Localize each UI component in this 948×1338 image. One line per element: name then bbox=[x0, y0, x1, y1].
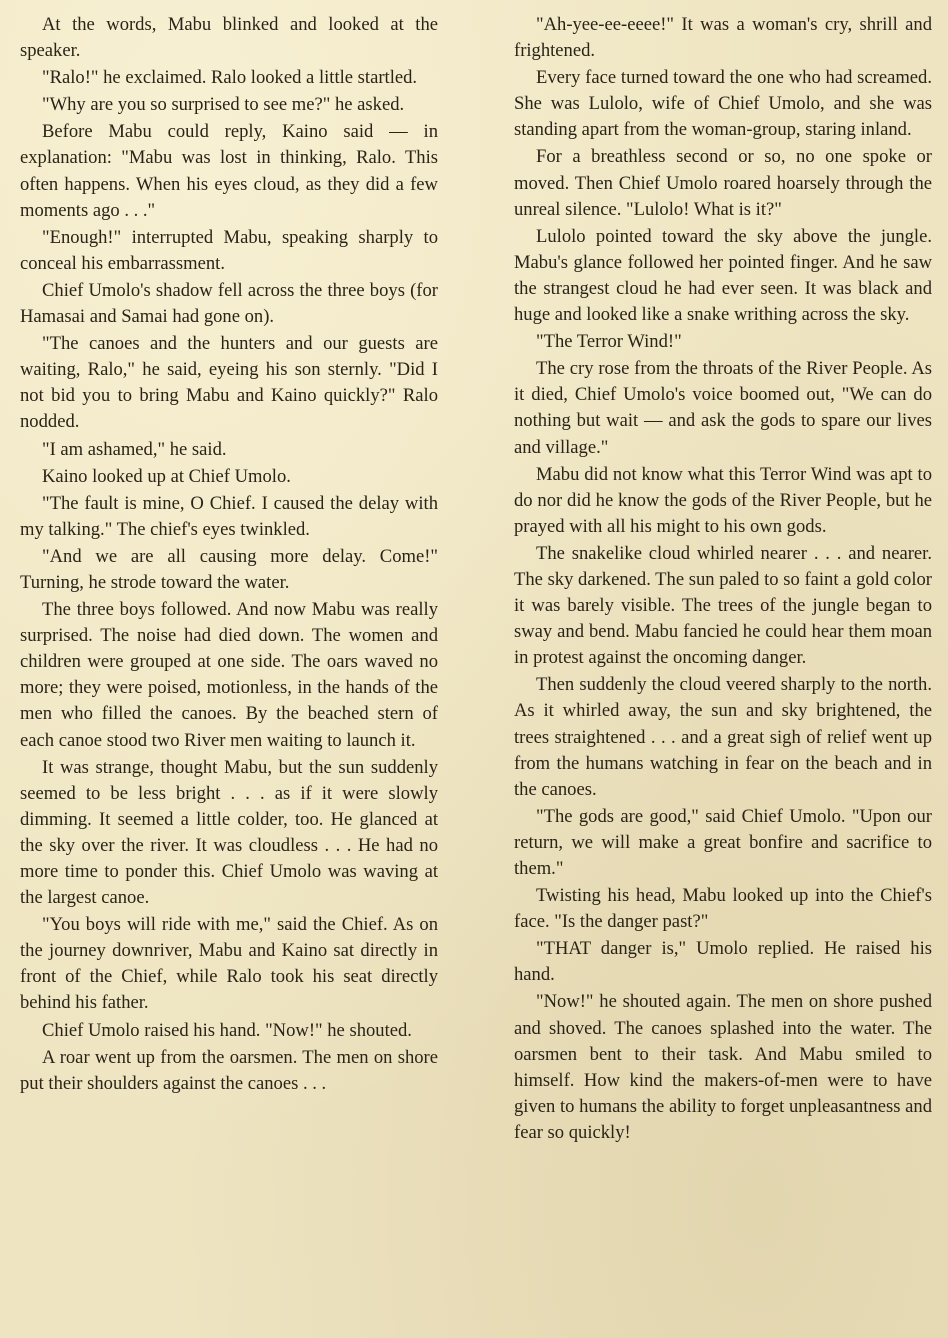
paragraph: Lulolo pointed toward the sky above the jungle. Mabu's glance followed her pointed finger. And he saw the strangest cloud he had ever seen. It was black and huge and looked like a snake writhing across the sky. bbox=[514, 225, 932, 326]
paragraph: The three boys followed. And now Mabu was really surprised. The noise had died down. The women and children were grouped at one side. The oars waved no more; they were poised, motionless, in the hands of the men who filled the canoes. By the beached stern of each canoe stood two River men waiting to launch it. bbox=[20, 599, 438, 751]
paragraph: "And we are all causing more delay. Come!" Turning, he strode toward the water. bbox=[20, 545, 438, 593]
paragraph: "Now!" he shouted again. The men on shore pushed and shoved. The canoes splashed into the water. The oarsmen bent to their task. And Mabu smiled to himself. How kind the makers-of-men were to have given to humans the ability to forget unpleasantness and fear so quickly! bbox=[514, 991, 932, 1143]
paragraph: The snakelike cloud whirled nearer . . . and nearer. The sky darkened. The sun paled to so faint a gold color it was barely visible. The trees of the jungle began to sway and bend. Mabu fancied he could hear them moan in protest against the oncoming danger. bbox=[514, 542, 932, 669]
paragraph: "The fault is mine, O Chief. I caused the delay with my talking." The chief's eyes twinkled. bbox=[20, 492, 438, 540]
paragraph: Every face turned toward the one who had screamed. She was Lulolo, wife of Chief Umolo, and she was standing apart from the woman-group, staring inland. bbox=[514, 67, 932, 141]
right-text-column bbox=[514, 12, 932, 1147]
paragraph: It was strange, thought Mabu, but the sun suddenly seemed to be less bright . . . as if it were slowly dimming. It seemed a little colder, too. He glanced at the sky over the river. It was cloudless . . . He had no more time to ponder this. Chief Umolo was waving at the largest canoe. bbox=[20, 756, 438, 909]
paragraph: "I am ashamed," he said. bbox=[42, 438, 227, 460]
paragraph: Mabu did not know what this Terror Wind was apt to do nor did he know the gods of the River People, but he prayed with all his might to his own gods. bbox=[514, 463, 932, 537]
paragraph: A roar went up from the oarsmen. The men on shore put their shoulders against the canoes . . . bbox=[20, 1046, 438, 1094]
paragraph: "You boys will ride with me," said the Chief. As on the journey downriver, Mabu and Kaino sat directly in front of the Chief, while Ralo took his seat directly behind his father. bbox=[20, 914, 438, 1014]
paragraph: "The gods are good," said Chief Umolo. "Upon our return, we will make a great bonfire and sacrifice to them." bbox=[514, 805, 932, 879]
paragraph: "Ralo!" he exclaimed. Ralo looked a little startled. bbox=[42, 67, 418, 89]
paragraph: Twisting his head, Mabu looked up into the Chief's face. "Is the danger past?" bbox=[514, 885, 932, 933]
paragraph: "The canoes and the hunters and our guests are waiting, Ralo," he said, eyeing his son sternly. "Did I not bid you to bring Mabu and Kaino quickly?" Ralo nodded. bbox=[20, 333, 438, 433]
paragraph: For a breathless second or so, no one spoke or moved. Then Chief Umolo roared hoarsely through the unreal silence. "Lulolo! What is it?" bbox=[514, 146, 932, 220]
paragraph: Chief Umolo's shadow fell across the three boys (for Hamasai and Samai had gone on). bbox=[20, 279, 438, 328]
paragraph: Then suddenly the cloud veered sharply to the north. As it whirled away, the sun and sky brightened, the trees straightened . . . and a great sigh of relief went up from the humans watching in fear on the beach and in the canoes. bbox=[514, 674, 932, 800]
paragraph: "Ah-yee-ee-eeee!" It was a woman's cry, shrill and frightened. bbox=[514, 14, 932, 62]
paragraph: "THAT danger is," Umolo replied. He raised his hand. bbox=[514, 938, 932, 986]
paragraph: The cry rose from the throats of the River People. As it died, Chief Umolo's voice boomed out, "We can do nothing but wait — and ask the gods to spare our lives and village." bbox=[514, 358, 932, 458]
paragraph: "Why are you so surprised to see me?" he asked. bbox=[42, 94, 405, 116]
paragraph: At the words, Mabu blinked and looked at the speaker. bbox=[20, 14, 438, 62]
paragraph: Kaino looked up at Chief Umolo. bbox=[42, 465, 291, 487]
paragraph: Before Mabu could reply, Kaino said — in explanation: "Mabu was lost in thinking, Ralo. This often happens. When his eyes cloud, as they did a few moments ago . . ." bbox=[20, 121, 438, 221]
paragraph: Chief Umolo raised his hand. "Now!" he shouted. bbox=[42, 1019, 412, 1041]
paragraph: "The Terror Wind!" bbox=[536, 331, 682, 353]
paragraph: "Enough!" interrupted Mabu, speaking sharply to conceal his embarrassment. bbox=[20, 226, 438, 274]
left-text-column bbox=[20, 12, 438, 1098]
column-gutter bbox=[474, 8, 475, 1330]
